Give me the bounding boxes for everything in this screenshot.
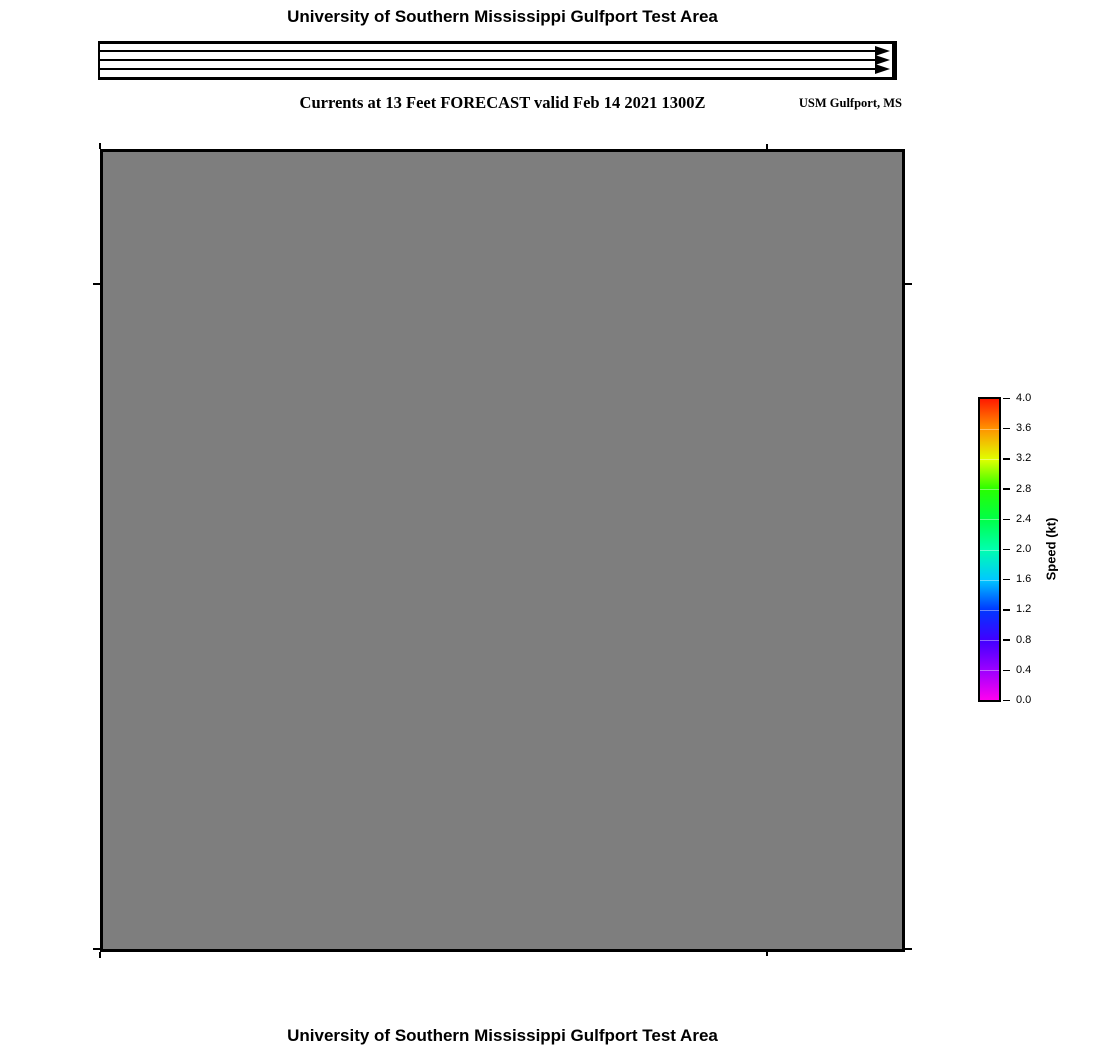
colorbar-tick-mark <box>1003 398 1010 400</box>
colorbar-tick-mark <box>1003 579 1010 581</box>
colorbar-gridline <box>980 610 999 611</box>
colorbar-tick-label: 2.0 <box>1016 543 1032 555</box>
colorbar-gridline <box>980 640 999 641</box>
axis-tick <box>99 143 101 149</box>
colorbar-gridline <box>980 429 999 430</box>
colorbar-axis-label: Speed (kt) <box>1043 517 1059 581</box>
axis-tick <box>766 144 768 149</box>
colorbar-gridline <box>980 550 999 551</box>
axis-tick <box>93 948 100 950</box>
colorbar <box>978 397 1001 702</box>
axis-tick <box>93 283 100 285</box>
current-arrow <box>100 50 875 52</box>
colorbar-tick-mark <box>1003 609 1010 611</box>
current-arrow <box>100 59 875 61</box>
current-arrow <box>100 68 875 70</box>
colorbar-tick-mark <box>1003 639 1010 641</box>
colorbar-tick-label: 0.4 <box>1016 663 1032 676</box>
colorbar-tick-label: 1.6 <box>1016 573 1032 586</box>
colorbar-tick-label: 2.8 <box>1016 482 1032 495</box>
colorbar-tick-label: 3.6 <box>1016 422 1032 435</box>
page-title-bottom: University of Southern Mississippi Gulfport Test Area <box>287 1026 718 1045</box>
map-area <box>100 149 905 952</box>
colorbar-tick-mark <box>1003 488 1010 490</box>
colorbar-tick-mark <box>1003 549 1010 551</box>
colorbar-tick-mark <box>1003 458 1010 460</box>
colorbar-tick-label: 2.4 <box>1016 512 1032 525</box>
colorbar-tick-mark <box>1003 519 1010 521</box>
colorbar-tick-label: 1.2 <box>1016 603 1032 616</box>
axis-tick <box>766 952 768 956</box>
colorbar-tick-mark <box>1003 700 1010 702</box>
right-arrow-icon <box>875 64 890 74</box>
forecast-subtitle: Currents at 13 Feet FORECAST valid Feb 14 2021 1300Z <box>299 93 706 112</box>
colorbar-gridline <box>980 459 999 460</box>
colorbar-tick-label: 0.0 <box>1016 694 1032 706</box>
colorbar-tick-label: 4.0 <box>1016 392 1032 404</box>
colorbar-tick-label: 0.8 <box>1016 633 1032 646</box>
colorbar-gridline <box>980 670 999 671</box>
station-credit: USM Gulfport, MS <box>798 96 902 110</box>
current-arrows-legend <box>98 41 897 80</box>
colorbar-tick-mark <box>1003 670 1010 672</box>
page-title-top: University of Southern Mississippi Gulfport Test Area <box>287 7 718 26</box>
axis-tick <box>905 948 912 950</box>
colorbar-tick-mark <box>1003 428 1010 430</box>
colorbar-gradient <box>980 399 999 700</box>
colorbar-tick-label: 3.2 <box>1016 452 1032 465</box>
axis-tick <box>99 952 101 958</box>
colorbar-gridline <box>980 489 999 490</box>
colorbar-gridline <box>980 519 999 520</box>
axis-tick <box>905 283 912 285</box>
colorbar-gridline <box>980 580 999 581</box>
